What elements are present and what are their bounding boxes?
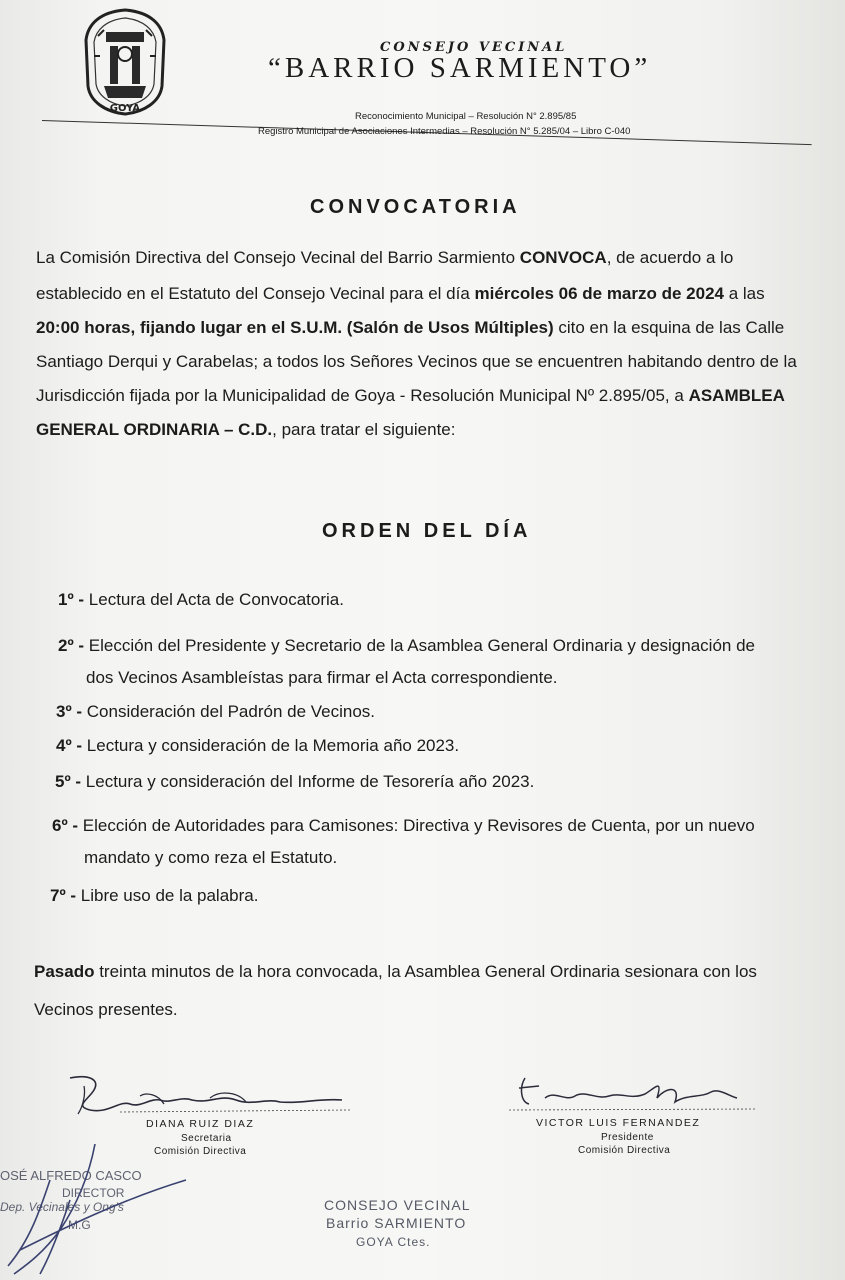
agenda-number: 2º - <box>58 636 89 655</box>
agenda-item-6-continuation: mandato y como reza el Estatuto. <box>84 848 338 867</box>
agenda-text: Elección de Autoridades para Camisones: Directiva y Revisores de Cuenta, por un nuevo <box>82 816 755 835</box>
closing-text: treinta minutos de la hora convocada, la Asamblea General Ordinaria sesionara con los <box>94 962 757 981</box>
header-registry-line: Registro Municipal de Asociaciones Intermedias – Resolución N° 5.285/04 – Libro C-040 <box>258 126 631 137</box>
org-top-line: CONSEJO VECINAL <box>380 40 568 55</box>
org-name: “BARRIO SARMIENTO” <box>268 52 652 84</box>
body-text: Jurisdicción fijada por la Municipalidad de Goya - Resolución Municipal Nº 2.895/05, a <box>36 386 689 405</box>
agenda-number: 1º - <box>58 590 89 609</box>
handwritten-signature-stamp <box>0 1140 190 1280</box>
agenda-item-5 <box>55 772 534 792</box>
stamp-bottom-line-2: Barrio SARMIENTO <box>326 1215 467 1231</box>
agenda-item-7 <box>50 886 258 906</box>
stamp-bottom-line-3: GOYA Ctes. <box>356 1235 431 1249</box>
agenda-item-4 <box>56 736 459 756</box>
body-bold: ASAMBLEA <box>688 386 785 405</box>
right-signer-name: VICTOR LUIS FERNANDEZ <box>536 1117 701 1129</box>
body-bold: GENERAL ORDINARIA – C.D. <box>36 420 273 439</box>
handwritten-signature-right <box>505 1068 755 1114</box>
agenda-text: Consideración del Padrón de Vecinos. <box>86 702 376 721</box>
stamp-left-line-4: M.G <box>68 1218 91 1232</box>
agenda-item-3 <box>56 702 375 722</box>
body-bold: miércoles 06 de marzo de 2024 <box>474 284 724 303</box>
handwritten-signature-left <box>60 1070 350 1120</box>
agenda-item-1 <box>58 590 344 610</box>
agenda-title: ORDEN DEL DÍA <box>322 520 532 542</box>
body-line-1 <box>36 248 813 268</box>
agenda-text: Elección del Presidente y Secretario de la Asamblea General Ordinaria y designación de <box>88 636 755 655</box>
left-signer-body: Comisión Directiva <box>154 1146 247 1157</box>
header-resolution-line: Reconocimiento Municipal – Resolución N° 2.895/85 <box>355 111 577 122</box>
agenda-text: Lectura y consideración del Informe de Tesorería año 2023. <box>85 772 535 791</box>
stamp-bottom-line-1: CONSEJO VECINAL <box>324 1197 471 1213</box>
seal-text: GOYA <box>109 103 141 114</box>
body-text: , para tratar el siguiente: <box>272 420 456 439</box>
body-text: a las <box>724 284 765 303</box>
document-title: CONVOCATORIA <box>310 196 521 218</box>
closing-line-1 <box>34 962 757 982</box>
stamp-left-line-1: OSÉ ALFREDO CASCO <box>0 1168 142 1183</box>
agenda-number: 5º - <box>55 772 86 791</box>
agenda-number: 7º - <box>50 886 81 905</box>
closing-line-2: Vecinos presentes. <box>34 1000 178 1019</box>
right-signer-body: Comisión Directiva <box>578 1145 671 1156</box>
stamp-left-line-2: DIRECTOR <box>62 1186 125 1200</box>
body-line-5 <box>36 386 785 406</box>
body-line-3 <box>36 318 784 338</box>
body-text: cito en la esquina de las Calle <box>553 318 785 337</box>
body-line-2 <box>36 284 813 304</box>
agenda-item-2-continuation: dos Vecinos Asambleístas para firmar el Acta correspondiente. <box>86 668 558 687</box>
left-signer-name: DIANA RUIZ DIAZ <box>146 1118 255 1130</box>
body-text: , de acuerdo a lo <box>606 248 734 267</box>
body-line-4: Santiago Derqui y Carabelas; a todos los Señores Vecinos que se encuentren habitando dentro de la <box>36 352 797 371</box>
stamp-left-line-3: Dep. Vecinales y Ong's <box>0 1200 124 1214</box>
agenda-text: Libre uso de la palabra. <box>80 886 259 905</box>
body-text: La Comisión Directiva del Consejo Vecinal del Barrio Sarmiento <box>36 248 520 267</box>
agenda-number: 3º - <box>56 702 87 721</box>
agenda-text: Lectura del Acta de Convocatoria. <box>88 590 344 609</box>
goya-coat-of-arms-seal <box>80 6 170 118</box>
body-line-6 <box>36 420 455 440</box>
agenda-item-6 <box>52 816 755 836</box>
agenda-number: 4º - <box>56 736 87 755</box>
left-signer-role: Secretaria <box>181 1133 232 1144</box>
agenda-number: 6º - <box>52 816 83 835</box>
body-bold: CONVOCA <box>519 248 607 267</box>
body-bold: 20:00 horas, fijando lugar en el S.U.M. (Salón de Usos Múltiples) <box>36 318 554 337</box>
body-text: establecido en el Estatuto del Consejo Vecinal para el día <box>36 284 475 303</box>
closing-bold: Pasado <box>34 962 95 981</box>
agenda-item-2 <box>58 636 755 656</box>
agenda-text: Lectura y consideración de la Memoria año 2023. <box>86 736 460 755</box>
right-signer-role: Presidente <box>601 1132 654 1143</box>
